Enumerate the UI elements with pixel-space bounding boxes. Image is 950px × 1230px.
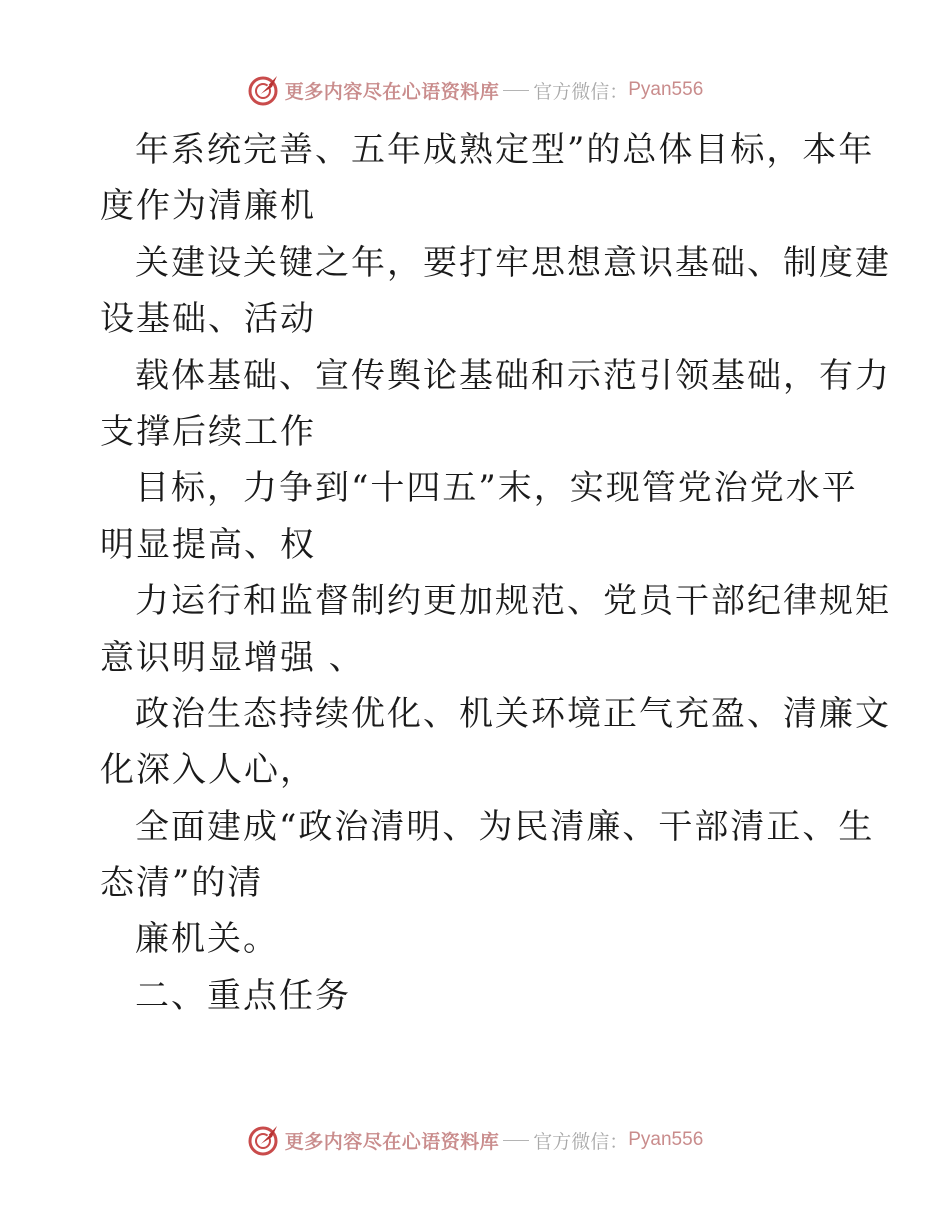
- body-text-line: 度作为清廉机: [100, 186, 316, 227]
- body-text-line: 态清”的清: [100, 863, 264, 904]
- watermark-label: 官方微信：: [533, 80, 629, 103]
- watermark-brand: 更多内容尽在心语资料库: [284, 80, 500, 103]
- header-watermark: [0, 70, 950, 110]
- watermark-dash: [503, 90, 529, 91]
- watermark-label: 官方微信：: [533, 1130, 629, 1153]
- watermark-wechat-id: Pyan556: [628, 79, 704, 100]
- body-text-line: 明显提高、权: [100, 524, 316, 565]
- body-text-line: 设基础、活动: [100, 299, 316, 340]
- document-body: [100, 122, 891, 1024]
- body-text-line: 廉机关。: [135, 919, 279, 960]
- body-text-line: 年系统完善、五年成熟定型”的总体目标，本年: [135, 130, 875, 170]
- watermark-wechat-id: Pyan556: [628, 1129, 704, 1150]
- body-text-line: 政治生态持续优化、机关环境正气充盈、清廉文: [135, 693, 891, 734]
- body-text-line: 关建设关键之年，要打牢思想意识基础、制度建: [135, 242, 891, 283]
- body-text-line: 载体基础、宣传舆论基础和示范引领基础，有力: [135, 355, 891, 396]
- body-text-line: 目标，力争到“十四五”末，实现管党治党水平: [135, 468, 858, 509]
- body-text-line: 支撑后续工作: [100, 411, 316, 452]
- quill-logo-icon: [247, 1123, 281, 1157]
- quill-logo-icon: [247, 73, 281, 107]
- body-text-line: 力运行和监督制约更加规范、党员干部纪律规矩: [135, 581, 891, 622]
- footer-watermark: [0, 1120, 950, 1160]
- body-text-line: 二、重点任务: [135, 975, 351, 1016]
- body-text-line: 全面建成“政治清明、为民清廉、干部清正、生: [135, 806, 875, 847]
- body-text-line: 意识明显增强 、: [100, 637, 365, 678]
- watermark-brand: 更多内容尽在心语资料库: [284, 1130, 500, 1153]
- body-text-line: 化深入人心，: [100, 750, 316, 791]
- watermark-dash: [503, 1140, 529, 1141]
